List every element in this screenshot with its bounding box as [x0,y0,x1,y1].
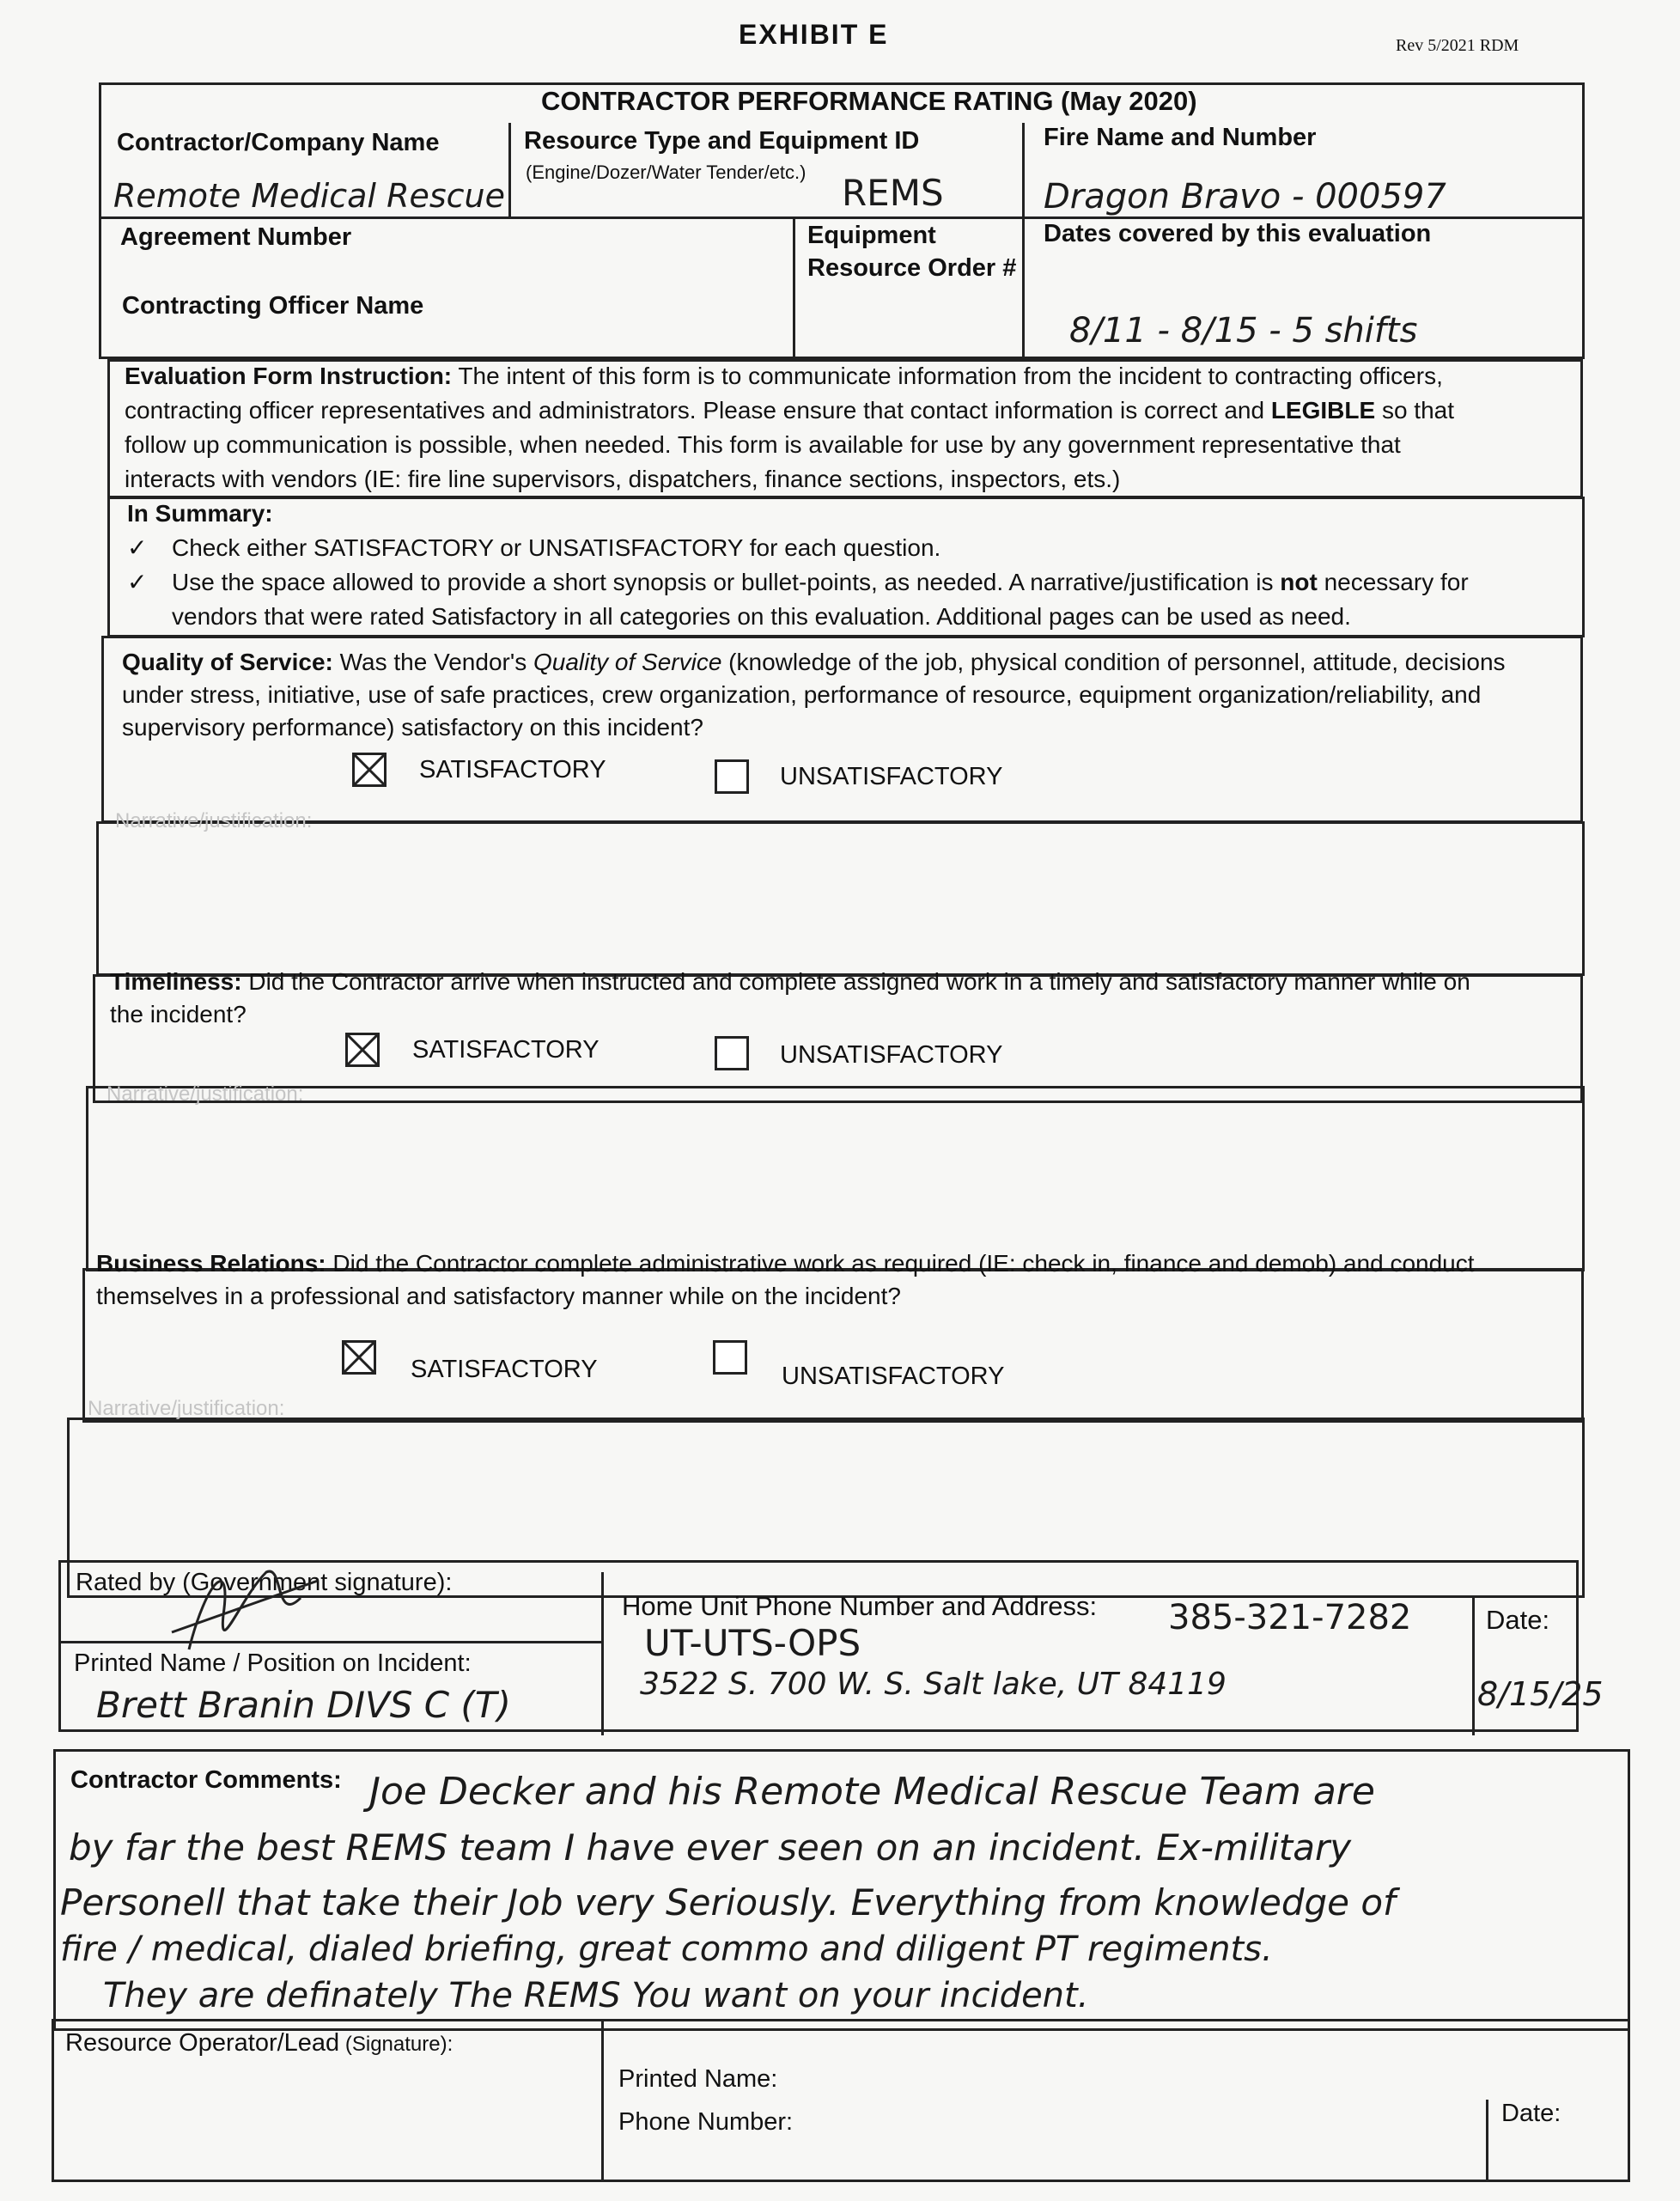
fire-name-value: Dragon Bravo - 000597 [1044,177,1446,216]
home-unit-address: 3522 S. 700 W. S. Salt lake, UT 84119 [640,1667,1227,1702]
rating-date-value: 8/15/25 [1477,1675,1604,1713]
timeliness-satisfactory-label: SATISFACTORY [412,1036,600,1064]
business-unsatisfactory-checkbox[interactable] [713,1340,747,1375]
home-unit-phone: 385-321-7282 [1168,1598,1412,1637]
contracting-officer-label: Contracting Officer Name [122,292,424,320]
footer-date-label: Date: [1501,2100,1561,2127]
rating-date-label: Date: [1486,1605,1550,1635]
quality-unsatisfactory-label: UNSATISFACTORY [780,763,1003,790]
summary-label: In Summary: [127,500,273,527]
timeliness-unsatisfactory-checkbox[interactable] [715,1036,749,1070]
instruction-label: Evaluation Form Instruction: [125,363,453,389]
timeliness-unsatisfactory-label: UNSATISFACTORY [780,1041,1003,1069]
business-narrative-label: Narrative/justification: [88,1397,285,1420]
contractor-comments-line2: by far the best REMS team I have ever seen on an incident. Ex-military [69,1826,1352,1869]
home-unit-id: UT-UTS-OPS [644,1622,861,1664]
contractor-comments-line5: They are definately The REMS You want on your incident. [103,1976,1089,2015]
resource-type-value: REMS [842,172,944,214]
printed-name-value: Brett Branin DIVS C (T) [96,1684,511,1726]
printed-name-label: Printed Name / Position on Incident: [74,1649,472,1677]
timeliness-question: Timeliness: Did the Contractor arrive when instructed and complete assigned work in a timely and satisfactory manner while on the incident? [110,968,1470,1027]
business-question: Business Relations: Did the Contractor complete administrative work as required (IE: check in, finance and demob) and conduct themselves in a professional and satisfactory manner while on the incident? [96,1250,1475,1309]
quality-narrative-label: Narrative/justification: [115,809,313,832]
business-unsatisfactory-label: UNSATISFACTORY [782,1363,1005,1390]
contractor-comments-line4: fire / medical, dialed briefing, great commo and diligent PT regiments. [60,1930,1273,1969]
quality-satisfactory-label: SATISFACTORY [419,756,606,783]
contractor-comments-line1: Joe Decker and his Remote Medical Rescue Team are [369,1770,1375,1814]
contractor-name-label: Contractor/Company Name [117,129,440,156]
business-satisfactory-checkbox[interactable] [342,1340,376,1375]
contractor-comments-label: Contractor Comments: [70,1766,342,1794]
dates-covered-value: 8/11 - 8/15 - 5 shifts [1069,311,1418,351]
agreement-number-label: Agreement Number [120,223,352,251]
resource-type-sublabel: (Engine/Dozer/Water Tender/etc.) [526,162,807,183]
quality-narrative-box[interactable] [96,821,1585,976]
business-satisfactory-label: SATISFACTORY [411,1356,598,1383]
revision-label: Rev 5/2021 RDM [1396,36,1519,55]
quality-satisfactory-checkbox[interactable] [352,753,387,787]
footer-printed-name-label: Printed Name: [618,2065,778,2093]
resource-type-label: Resource Type and Equipment ID [524,127,920,155]
summary-text: In Summary: ✓ Check either SATISFACTORY or UNSATISFACTORY for each question. ✓ Use the space allowed to provide a short synopsis or bullet-points, as needed. A narrative/justification is not necessary for vendors that were rated Satisfactory in all categories on this evaluation. Additional pages can be used as need. [127,500,1469,630]
timeliness-narrative-box[interactable] [86,1086,1585,1271]
instruction-text: Evaluation Form Instruction: The intent of this form is to communicate information from the incident to contracting officers, contracting officer representatives and administrators. Please ensure that contact information is correct and LEGIBLE so that follow up communication is possible, when needed. This form is available for use by any government representative that interacts with vendors (IE: fire line supervisors, dispatchers, finance sections, inspectors, ets.) [125,363,1455,492]
equipment-label: Equipment [807,222,936,249]
form-title: CONTRACTOR PERFORMANCE RATING (May 2020) [541,86,1197,116]
rated-by-label: Rated by (Government signature): [76,1569,453,1596]
home-unit-label: Home Unit Phone Number and Address: [622,1591,1098,1621]
quality-question: Quality of Service: Was the Vendor's Quality of Service (knowledge of the job, physical condition of personnel, attitude, decisions under stress, initiative, use of safe practices, crew organization, performance of resource, equipment organization/reliability, and supervisory performance) satisfactory on this incident? [122,649,1506,741]
exhibit-label: EXHIBIT E [739,19,889,50]
contractor-name-value: Remote Medical Rescue [113,177,505,215]
dates-covered-label: Dates covered by this evaluation [1044,220,1432,247]
resource-order-label: Resource Order # [807,254,1017,282]
timeliness-narrative-label: Narrative/justification: [107,1082,304,1106]
quality-unsatisfactory-checkbox[interactable] [715,759,749,794]
fire-name-label: Fire Name and Number [1044,124,1317,151]
checkmark-icon: ✓ [127,569,148,595]
contractor-comments-line3: Personell that take their Job very Seriously. Everything from knowledge of [60,1881,1396,1924]
footer-phone-number-label: Phone Number: [618,2108,794,2136]
checkmark-icon: ✓ [127,534,148,561]
timeliness-satisfactory-checkbox[interactable] [345,1033,380,1067]
resource-operator-label: Resource Operator/Lead (Signature): [65,2029,453,2057]
